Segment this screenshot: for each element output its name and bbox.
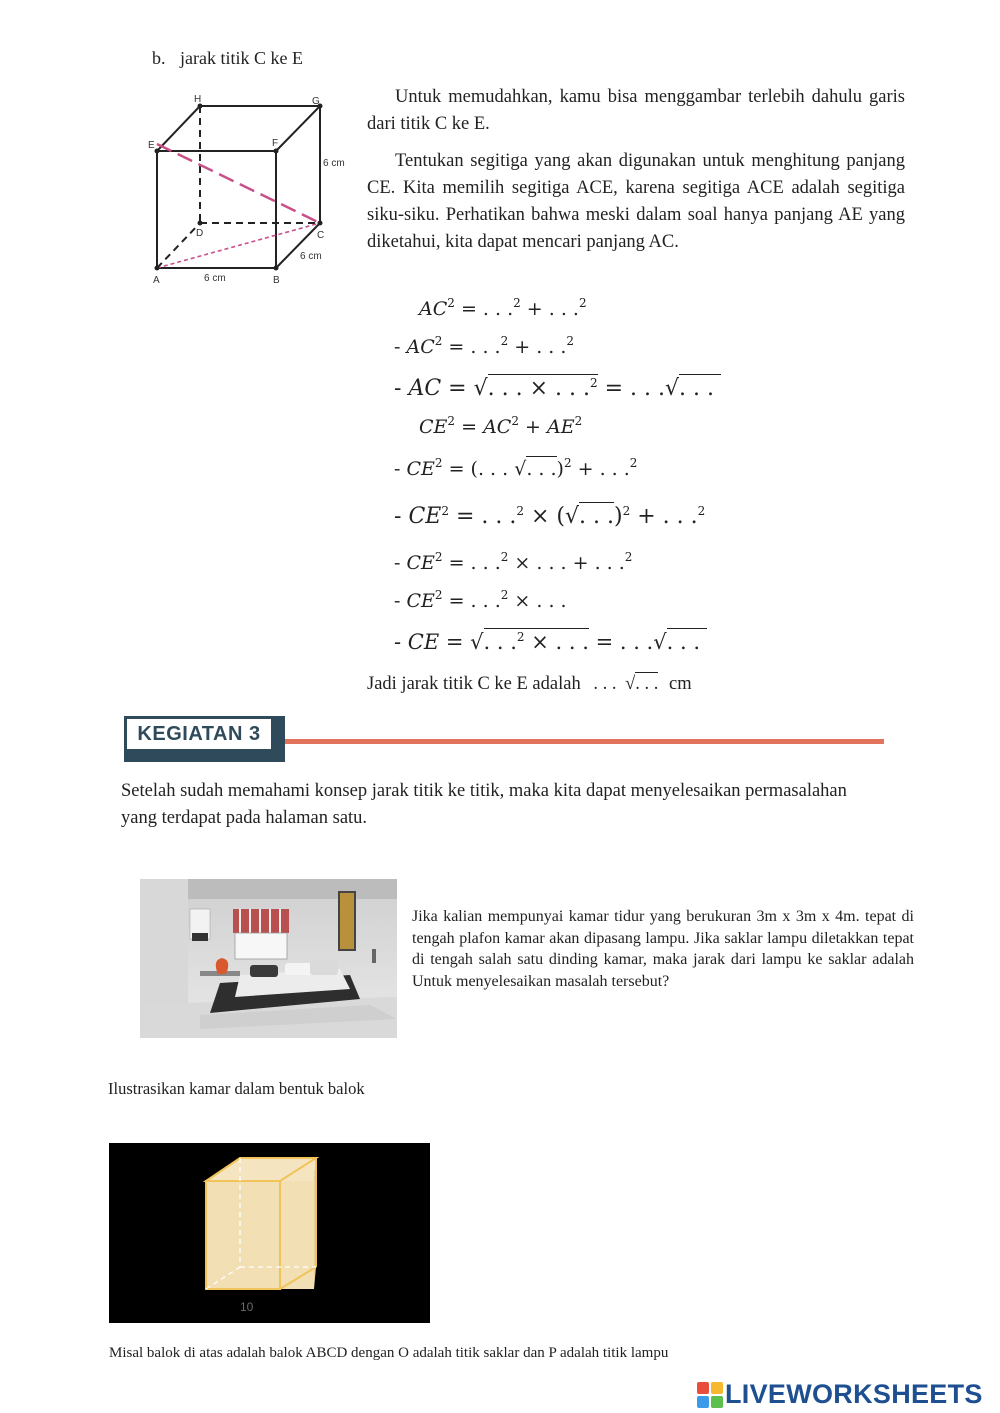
- section-label: b.: [152, 48, 166, 68]
- math-line-2: - $AC^2$ = . . .$^2$ + . . .$^2$: [394, 334, 575, 358]
- math-line-9: - CE = √. . .$^2$ × . . . = . . .√. . .: [394, 630, 707, 654]
- vertex-g: G: [312, 96, 320, 107]
- vertex-d: D: [196, 228, 204, 239]
- kegiatan-label: KEGIATAN 3: [124, 716, 274, 752]
- sqrt-sign: √: [625, 674, 636, 694]
- ac-diagonal: [157, 223, 320, 268]
- conclusion-blank-2: . . .: [635, 674, 659, 694]
- vertex-b: B: [273, 275, 280, 286]
- conclusion: [367, 674, 692, 695]
- illustrate-label: Ilustrasikan kamar dalam bentuk balok: [108, 1079, 365, 1098]
- brand-logo[interactable]: [697, 1379, 983, 1410]
- ce-diagonal: [157, 144, 320, 223]
- cube-diagram: [140, 86, 365, 291]
- section-title: jarak titik C ke E: [180, 48, 303, 68]
- vertex-c: C: [317, 230, 325, 241]
- conclusion-blank-1: . . .: [593, 674, 617, 694]
- brand-icon: [697, 1382, 723, 1408]
- math-line-1: $AC^2$ = . . .$^2$ + . . .$^2$: [419, 296, 587, 320]
- vertex-a: A: [153, 275, 160, 286]
- vertex-f: F: [272, 138, 279, 149]
- math-line-7: - $CE^2$ = . . .$^2$ × . . . + . . .$^2$: [394, 550, 633, 574]
- height-label: 6 cm: [323, 158, 345, 169]
- conclusion-text: Jadi jarak titik C ke E adalah: [367, 674, 581, 694]
- balok-3d: [109, 1143, 430, 1323]
- math-line-6: - $CE^2$ = . . .$^2$ × (√. . .)$^2$ + . . .$^2$: [394, 504, 706, 529]
- intro-paragraph-2: Tentukan segitiga yang akan digunakan untuk menghitung panjang CE. Kita memilih segitiga ACE, karena segitiga ACE adalah segitiga siku-siku. Perhatikan bahwa meski dalam soal hanya panjang AE yang diketahui, kita dapat mencari panjang AC.: [367, 151, 905, 252]
- vertex-e: E: [148, 140, 155, 151]
- kegiatan-intro: Setelah sudah memahami konsep jarak titik ke titik, maka kita dapat menyelesaikan permasalahan yang terdapat pada halaman satu.: [121, 781, 847, 828]
- problem-text: Jika kalian mempunyai kamar tidur yang berukuran 3m x 3m x 4m. tepat di tengah plafon kamar akan dipasang lampu. Jika saklar lampu diletakkan tepat di tengah salah satu dinding kamar, maka jarak dari lampu ke saklar adalah Untuk menyelesaikan masalah tersebut?: [412, 908, 914, 991]
- depth-label: 6 cm: [300, 251, 322, 262]
- math-line-4: $CE^2 = AC^2 + AE^2$: [419, 414, 583, 438]
- bottom-label: 6 cm: [204, 273, 226, 284]
- bedroom-photo: [140, 879, 397, 1038]
- math-line-5: - $CE^2$ = (. . . √. . .)$^2$ + . . .$^2$: [394, 456, 638, 480]
- brand-name: LIVEWORKSHEETS: [725, 1379, 983, 1409]
- balok-video[interactable]: [109, 1143, 430, 1323]
- vertex-h: H: [194, 94, 202, 105]
- video-counter: 10: [240, 1300, 254, 1314]
- conclusion-unit: cm: [669, 674, 692, 694]
- footer-note: Misal balok di atas adalah balok ABCD dengan O adalah titik saklar dan P adalah titik lampu: [109, 1345, 669, 1361]
- section-heading: [152, 48, 303, 69]
- intro-paragraph-1: Untuk memudahkan, kamu bisa menggambar terlebih dahulu garis dari titik C ke E.: [367, 87, 905, 134]
- kegiatan-rule: [285, 739, 884, 744]
- math-line-3: - AC = √. . . × . . .$^2$ = . . .√. . .: [394, 376, 721, 401]
- math-line-8: - $CE^2$ = . . .$^2$ × . . .: [394, 588, 567, 612]
